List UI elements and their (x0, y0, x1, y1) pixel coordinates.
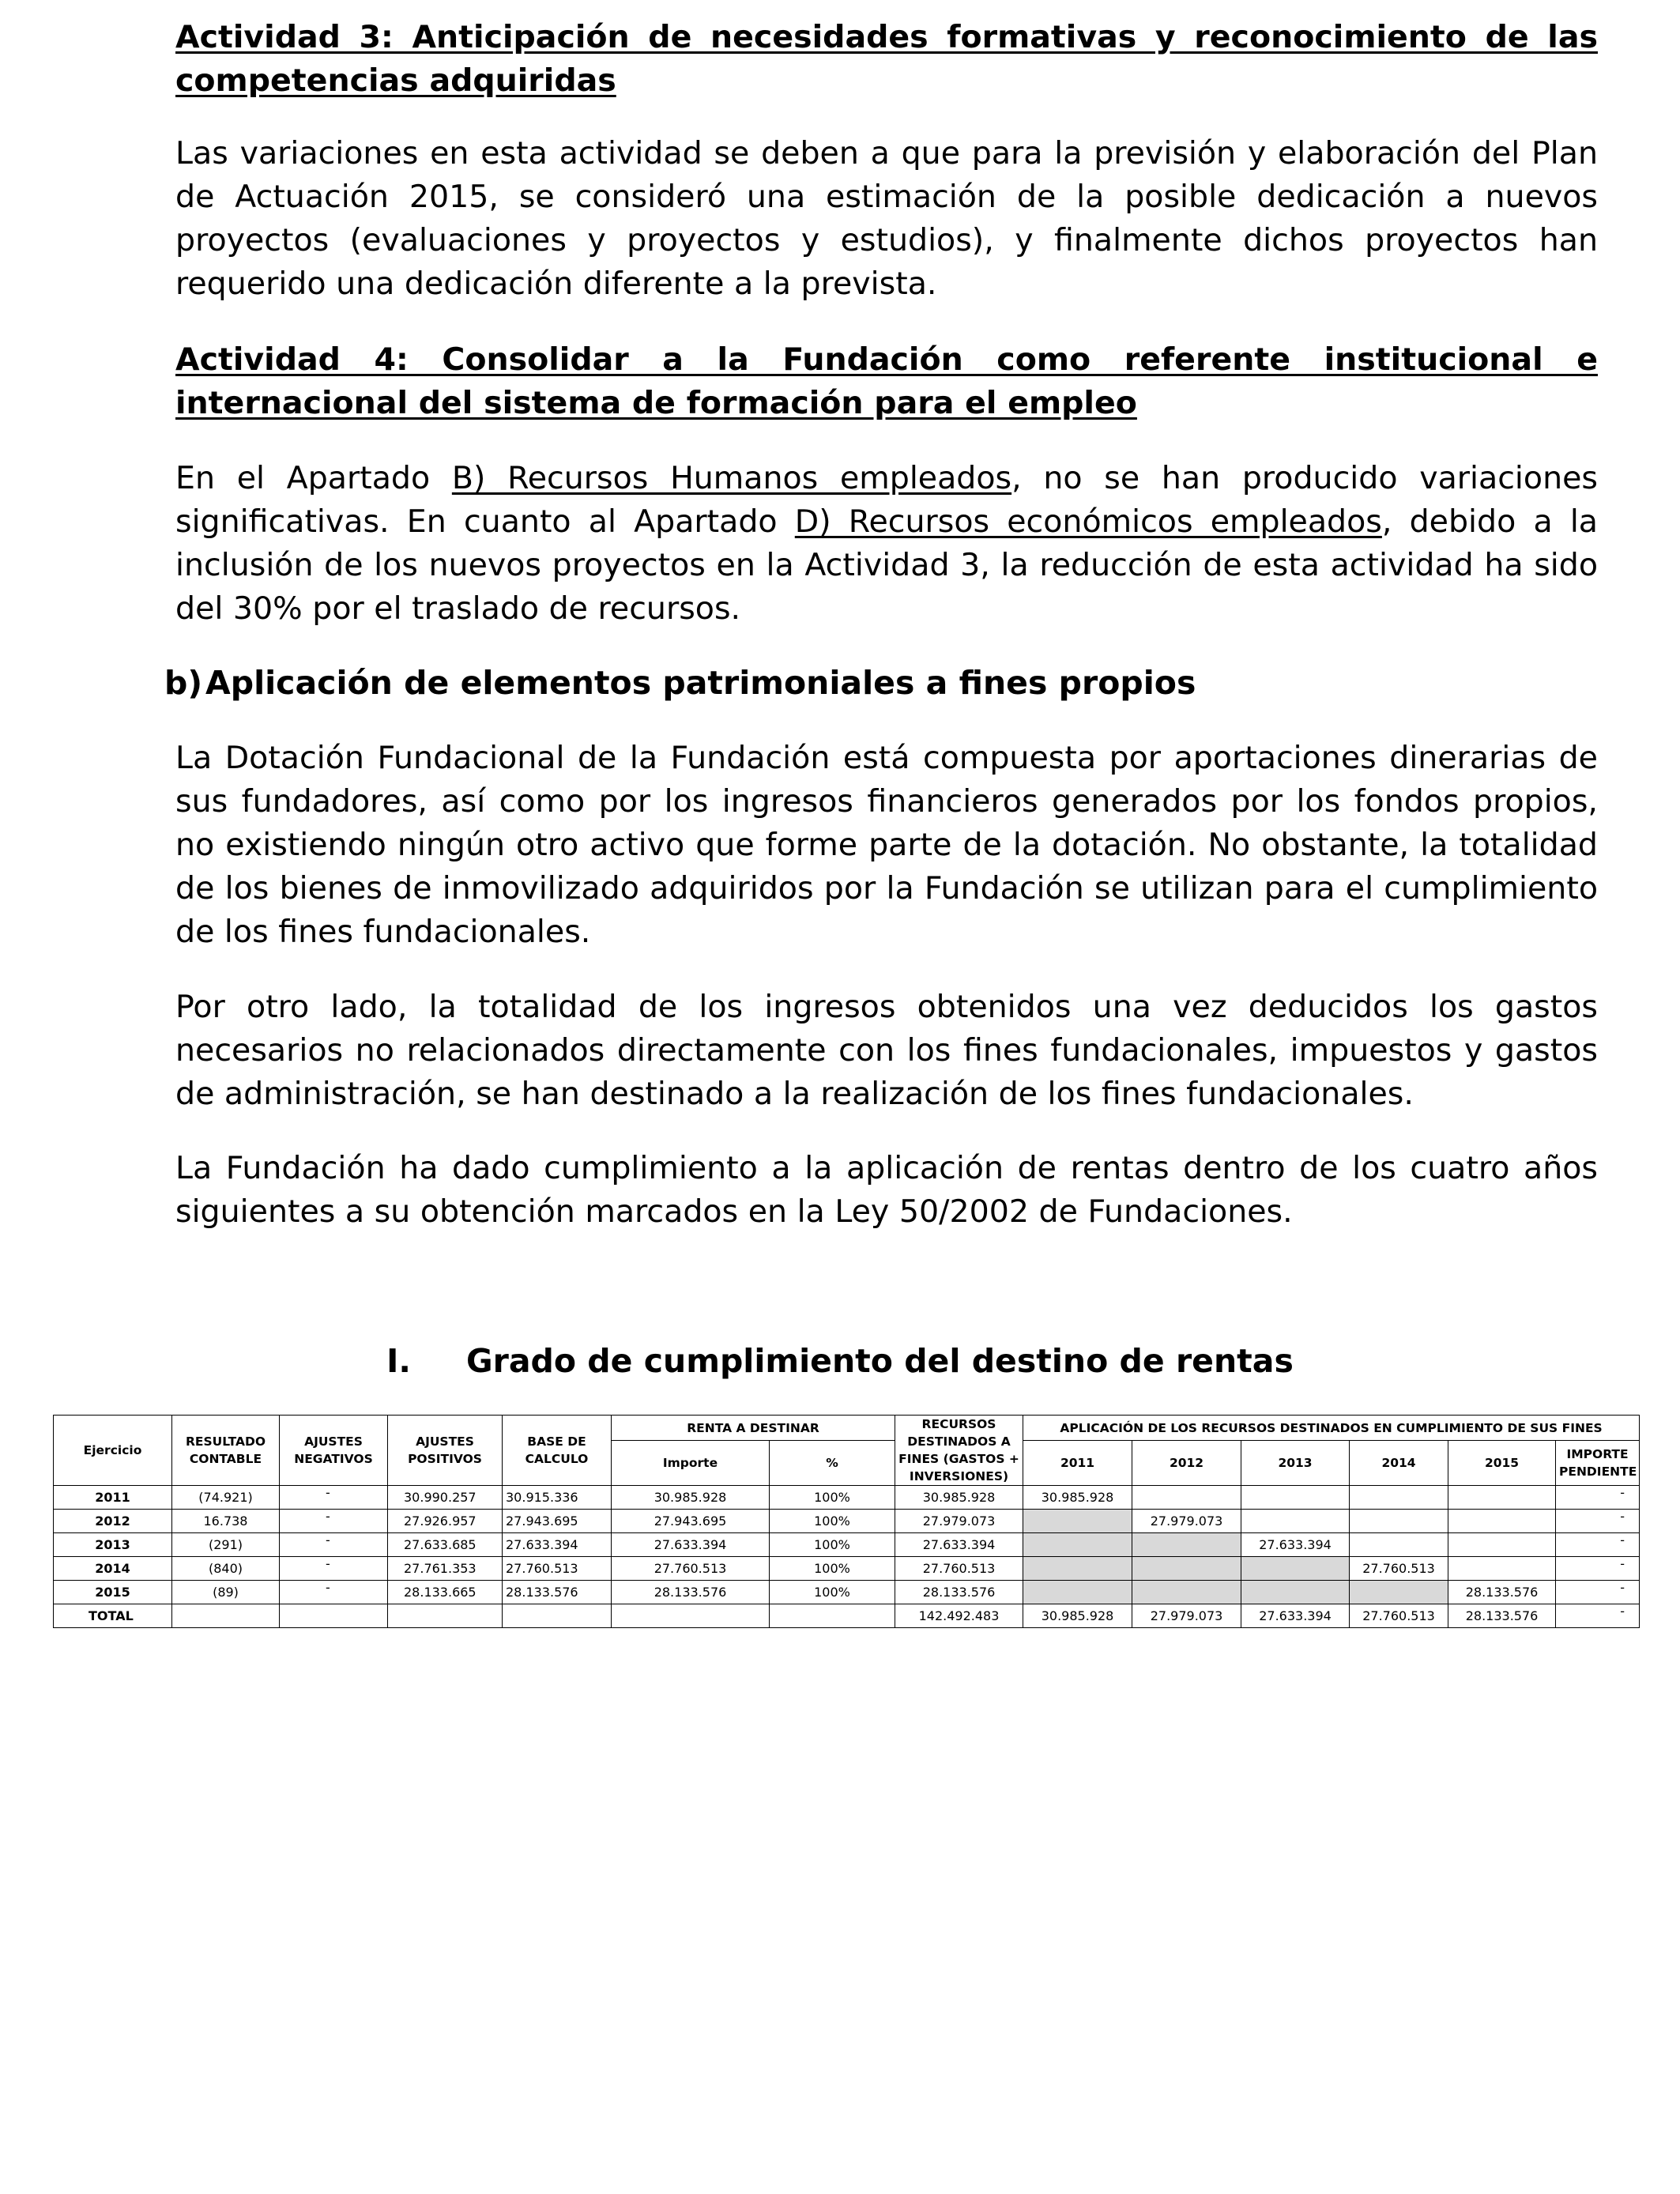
cell-recursos: 28.133.576 (895, 1581, 1023, 1604)
section-b-heading (164, 662, 1598, 705)
cell-porcentaje: 100% (770, 1557, 895, 1581)
cell-empty (388, 1604, 503, 1628)
cell-empty (612, 1604, 770, 1628)
cell-aplicacion-2011 (1023, 1581, 1132, 1604)
cell-total-pendiente: - (1556, 1604, 1640, 1628)
activity-4-body-text-3: , debido a la inclusión de los nuevos proyectos en la Actividad 3, la reducción de esta actividad ha sido del 30% por el traslado de recursos. (175, 503, 1598, 627)
cell-recursos: 27.633.394 (895, 1533, 1023, 1557)
cell-resultado: (291) (172, 1533, 280, 1557)
cell-aplicacion-2012 (1132, 1557, 1241, 1581)
section-b-title: Aplicación de elementos patrimoniales a fines propios (205, 664, 1196, 702)
cell-ejercicio: 2014 (54, 1557, 172, 1581)
recursos-economicos-link: D) Recursos económicos empleados (794, 503, 1382, 540)
cell-aplicacion-2011 (1023, 1557, 1132, 1581)
cell-aplicacion-2012: 27.979.073 (1132, 1510, 1241, 1533)
cell-empty (172, 1604, 280, 1628)
cell-aplicacion-2012 (1132, 1533, 1241, 1557)
section-b-paragraph-1: La Dotación Fundacional de la Fundación está compuesta por aportaciones dinerarias de sus fundadores, así como por los ingresos financieros generados por los fondos propios, no existiendo ningún otro activo que forme parte de la dotación. No obstante, la totalidad de los bienes de inmovilizado adquiridos por la Fundación se utilizan para el cumplimiento de los fines fundacionales. (175, 740, 1598, 950)
cell-porcentaje: 100% (770, 1510, 895, 1533)
cell-base: 30.915.336 (503, 1486, 612, 1510)
table-row (54, 1486, 1640, 1510)
cell-ajustes-negativos: - (280, 1533, 388, 1557)
cell-aplicacion-2011 (1023, 1533, 1132, 1557)
cell-aplicacion-2013 (1241, 1581, 1350, 1604)
cell-ejercicio: 2011 (54, 1486, 172, 1510)
cell-porcentaje: 100% (770, 1581, 895, 1604)
header-year-2014: 2014 (1350, 1441, 1448, 1486)
rentas-table-body (54, 1486, 1640, 1628)
cell-recursos: 27.760.513 (895, 1557, 1023, 1581)
cell-total-label: TOTAL (54, 1604, 172, 1628)
cell-base: 27.633.394 (503, 1533, 612, 1557)
cell-porcentaje: 100% (770, 1533, 895, 1557)
header-porcentaje: % (770, 1441, 895, 1486)
cell-porcentaje: 100% (770, 1486, 895, 1510)
cell-pendiente: - (1556, 1486, 1640, 1510)
header-ajustes-positivos: AJUSTES POSITIVOS (388, 1416, 503, 1486)
cell-base: 27.943.695 (503, 1510, 612, 1533)
header-recursos-destinados: RECURSOS DESTINADOS A FINES (GASTOS + INVERSIONES) (895, 1416, 1023, 1486)
header-aplicacion-recursos: APLICACIÓN DE LOS RECURSOS DESTINADOS EN CUMPLIMIENTO DE SUS FINES (1023, 1416, 1640, 1441)
cell-pendiente: - (1556, 1557, 1640, 1581)
cell-ajustes-negativos: - (280, 1557, 388, 1581)
cell-aplicacion-2014: 27.760.513 (1350, 1557, 1448, 1581)
activity-4-body-text-2: , no se han producido variaciones significativas. En cuanto al Apartado (175, 460, 1598, 540)
cell-importe: 28.133.576 (612, 1581, 770, 1604)
header-importe-pendiente: IMPORTE PENDIENTE (1556, 1441, 1640, 1486)
section-b-paragraph-2: Por otro lado, la totalidad de los ingresos obtenidos una vez deducidos los gastos necesarios no relacionados directamente con los fines fundacionales, impuestos y gastos de administración, se han destinado a la realización de los fines fundacionales. (175, 989, 1598, 1112)
cell-empty (503, 1604, 612, 1628)
cell-aplicacion-2012 (1132, 1486, 1241, 1510)
table-row (54, 1581, 1640, 1604)
cell-total-2015: 28.133.576 (1448, 1604, 1556, 1628)
cell-aplicacion-2011 (1023, 1510, 1132, 1533)
table-total-row (54, 1604, 1640, 1628)
rentas-table (53, 1415, 1640, 1628)
cell-ajustes-negativos: - (280, 1486, 388, 1510)
cell-importe: 27.943.695 (612, 1510, 770, 1533)
cell-resultado: (840) (172, 1557, 280, 1581)
cell-resultado: 16.738 (172, 1510, 280, 1533)
cell-ajustes-negativos: - (280, 1581, 388, 1604)
cell-base: 27.760.513 (503, 1557, 612, 1581)
cell-ajustes-positivos: 28.133.665 (388, 1581, 503, 1604)
cell-ejercicio: 2012 (54, 1510, 172, 1533)
cell-pendiente: - (1556, 1533, 1640, 1557)
table-row (54, 1533, 1640, 1557)
activity-4-heading: Actividad 4: Consolidar a la Fundación como referente institucional e internacional del sistema de formación para el empleo (175, 341, 1598, 421)
header-importe: Importe (612, 1441, 770, 1486)
cell-ajustes-positivos: 27.633.685 (388, 1533, 503, 1557)
cell-ajustes-positivos: 27.926.957 (388, 1510, 503, 1533)
cell-pendiente: - (1556, 1510, 1640, 1533)
header-year-2013: 2013 (1241, 1441, 1350, 1486)
cell-aplicacion-2015 (1448, 1486, 1556, 1510)
cell-pendiente: - (1556, 1581, 1640, 1604)
cell-total-2012: 27.979.073 (1132, 1604, 1241, 1628)
cell-total-2014: 27.760.513 (1350, 1604, 1448, 1628)
header-ejercicio: Ejercicio (54, 1416, 172, 1486)
activity-4-body-text-1: En el Apartado (175, 460, 452, 496)
cell-total-recursos: 142.492.483 (895, 1604, 1023, 1628)
cell-ejercicio: 2013 (54, 1533, 172, 1557)
cell-aplicacion-2013 (1241, 1486, 1350, 1510)
cell-recursos: 30.985.928 (895, 1486, 1023, 1510)
cell-aplicacion-2011: 30.985.928 (1023, 1486, 1132, 1510)
cell-aplicacion-2013 (1241, 1557, 1350, 1581)
table-row (54, 1557, 1640, 1581)
cell-base: 28.133.576 (503, 1581, 612, 1604)
header-year-2011: 2011 (1023, 1441, 1132, 1486)
header-year-2015: 2015 (1448, 1441, 1556, 1486)
rentas-table-wrapper (53, 1415, 1637, 1628)
cell-aplicacion-2014 (1350, 1510, 1448, 1533)
cell-aplicacion-2015 (1448, 1533, 1556, 1557)
cell-importe: 27.760.513 (612, 1557, 770, 1581)
header-renta-destinar: RENTA A DESTINAR (612, 1416, 895, 1441)
cell-importe: 27.633.394 (612, 1533, 770, 1557)
cell-ajustes-positivos: 27.761.353 (388, 1557, 503, 1581)
header-year-2012: 2012 (1132, 1441, 1241, 1486)
header-base-calculo: BASE DE CALCULO (503, 1416, 612, 1486)
cell-aplicacion-2013 (1241, 1510, 1350, 1533)
activity-3-body: Las variaciones en esta actividad se deben a que para la previsión y elaboración del Plan de Actuación 2015, se consideró una estimación de la posible dedicación a nuevos proyectos (evaluaciones y proyectos y estudios), y finalmente dichos proyectos han requerido una dedicación diferente a la prevista. (175, 135, 1598, 302)
cell-empty (770, 1604, 895, 1628)
section-1-heading (0, 1340, 1680, 1383)
activity-3-heading: Actividad 3: Anticipación de necesidades formativas y reconocimiento de las competencias adquiridas (175, 19, 1598, 99)
cell-total-2011: 30.985.928 (1023, 1604, 1132, 1628)
cell-ajustes-negativos: - (280, 1510, 388, 1533)
cell-total-2013: 27.633.394 (1241, 1604, 1350, 1628)
cell-aplicacion-2012 (1132, 1581, 1241, 1604)
cell-aplicacion-2015: 28.133.576 (1448, 1581, 1556, 1604)
cell-recursos: 27.979.073 (895, 1510, 1023, 1533)
activity-4-body (175, 457, 1598, 631)
header-resultado-contable: RESULTADO CONTABLE (172, 1416, 280, 1486)
cell-ajustes-positivos: 30.990.257 (388, 1486, 503, 1510)
cell-aplicacion-2014 (1350, 1533, 1448, 1557)
table-row (54, 1510, 1640, 1533)
cell-aplicacion-2015 (1448, 1557, 1556, 1581)
recursos-humanos-link: B) Recursos Humanos empleados (451, 460, 1012, 496)
cell-aplicacion-2014 (1350, 1581, 1448, 1604)
section-1-number: I. (386, 1342, 411, 1380)
cell-importe: 30.985.928 (612, 1486, 770, 1510)
cell-resultado: (89) (172, 1581, 280, 1604)
cell-empty (280, 1604, 388, 1628)
cell-aplicacion-2015 (1448, 1510, 1556, 1533)
cell-aplicacion-2014 (1350, 1486, 1448, 1510)
cell-aplicacion-2013: 27.633.394 (1241, 1533, 1350, 1557)
cell-resultado: (74.921) (172, 1486, 280, 1510)
header-ajustes-negativos: AJUSTES NEGATIVOS (280, 1416, 388, 1486)
section-b-marker: b) (164, 664, 203, 702)
section-1-title: Grado de cumplimiento del destino de rentas (465, 1342, 1294, 1380)
section-b-paragraph-3: La Fundación ha dado cumplimiento a la aplicación de rentas dentro de los cuatro años siguientes a su obtención marcados en la Ley 50/2002 de Fundaciones. (175, 1150, 1598, 1230)
cell-ejercicio: 2015 (54, 1581, 172, 1604)
